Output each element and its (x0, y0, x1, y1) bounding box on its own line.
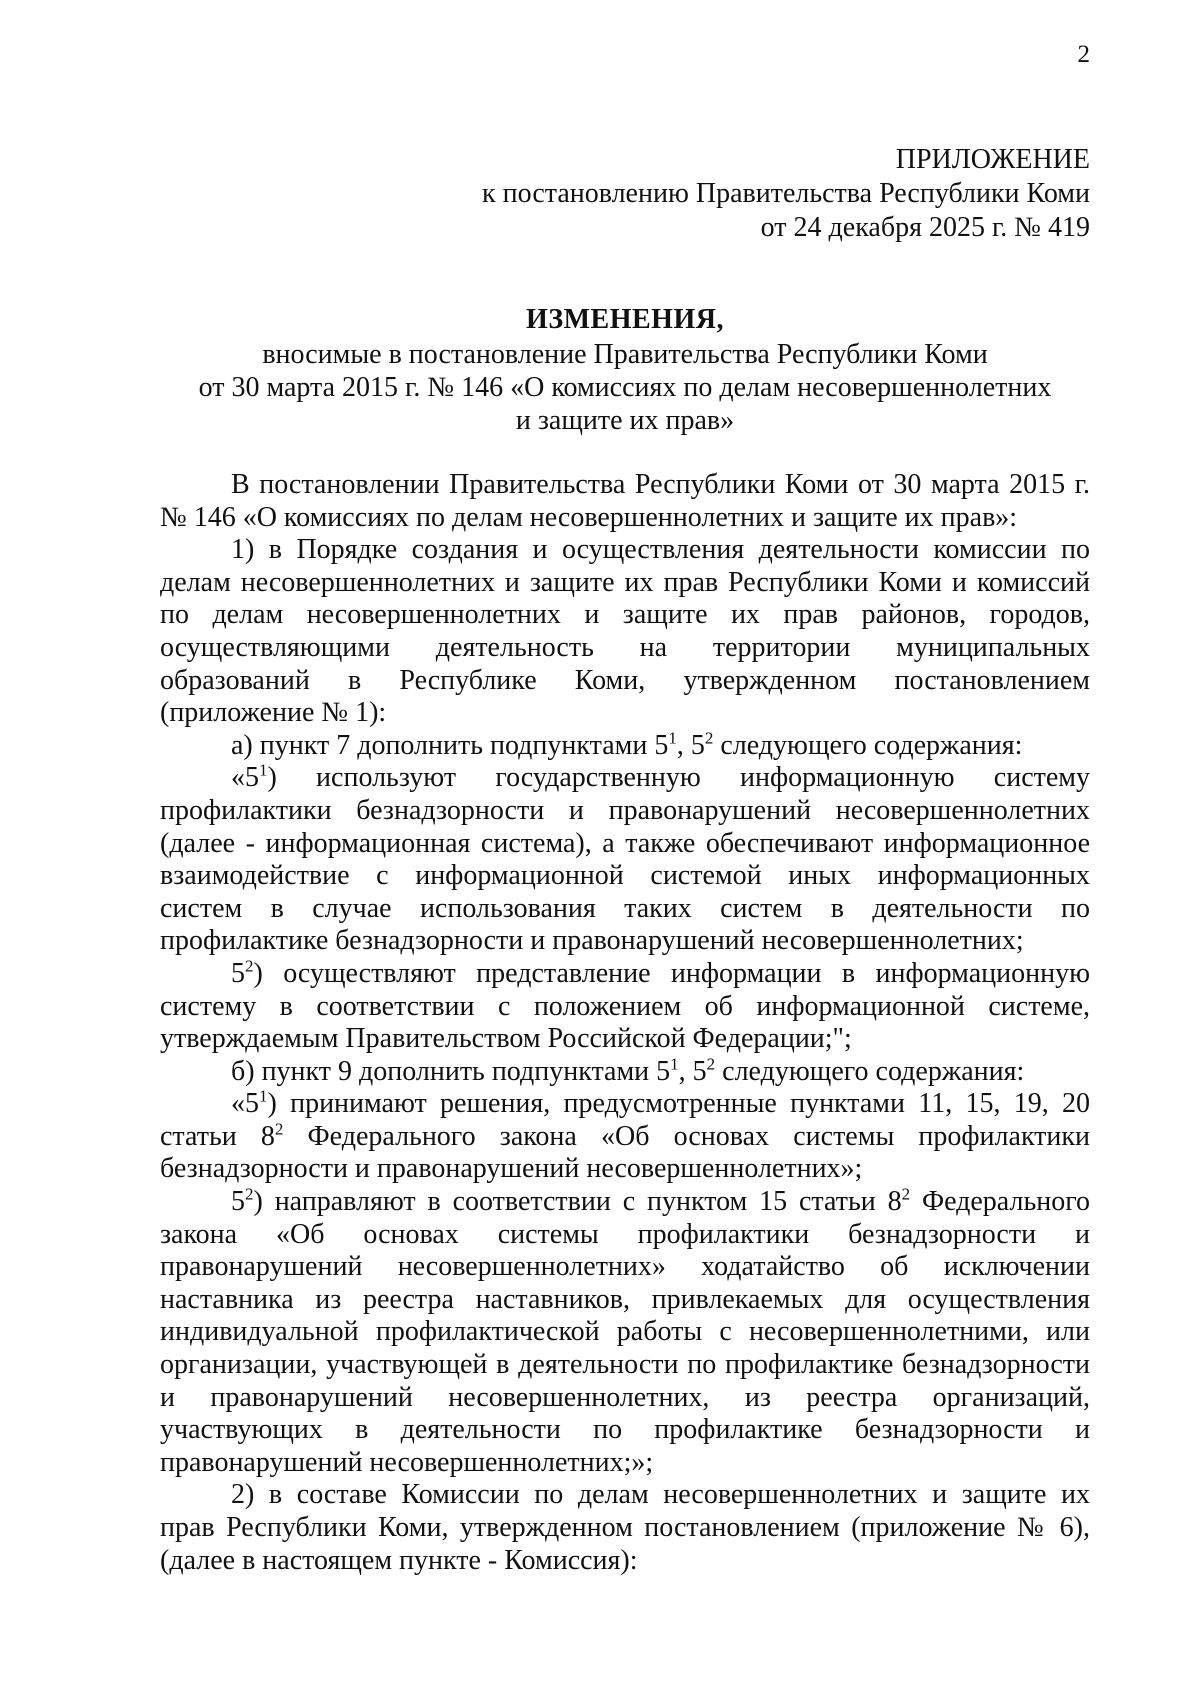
subitem-b-paragraph (160, 1056, 1090, 1089)
text-line: индивидуальной профилактической работы с несовершеннолетними, или (160, 1316, 1090, 1348)
text-line: правонарушений несовершеннолетних;»; (160, 1446, 654, 1478)
text-line: безнадзорности и правонарушений несовершеннолетних»; (160, 1153, 863, 1185)
item-1-paragraph (160, 534, 1090, 730)
text-fragment: следующего содержания: (715, 1055, 1025, 1087)
text-line (160, 1088, 1090, 1121)
superscript: 1 (259, 1086, 268, 1106)
superscript: 2 (245, 1184, 254, 1204)
text-line: профилактике безнадзорности и правонарушений несовершеннолетних; (160, 925, 1024, 957)
text-fragment: а) пункт 7 дополнить подпунктами 5 (231, 729, 669, 761)
document-title-block (160, 303, 1090, 437)
text-fragment: , 5 (676, 729, 705, 761)
text-line: и правонарушений несовершеннолетних, из реестра организаций, (160, 1381, 1090, 1413)
appendix-header (482, 143, 1090, 245)
superscript: 2 (274, 1119, 284, 1139)
page-number: 2 (1077, 41, 1090, 68)
document-subtitle-line-2: от 30 марта 2015 г. № 146 «О комиссиях по делам несовершеннолетних (198, 372, 1052, 403)
document-body (160, 469, 1090, 1577)
text-line: (приложение № 1): (160, 697, 387, 729)
text-fragment: ) принимают решения, предусмотренные пунктами 11, 15, 19, 20 (267, 1088, 1090, 1120)
text-line: профилактики безнадзорности и правонарушений несовершеннолетних (160, 794, 1090, 826)
quote-5-2-paragraph (160, 958, 1090, 1056)
text-fragment: статьи 8 (160, 1120, 275, 1152)
subitem-a-paragraph (160, 730, 1090, 763)
text-fragment: «5 (231, 762, 259, 794)
text-fragment: Федерального закона «Об основах системы профилактики (283, 1120, 1090, 1152)
text-line (160, 1186, 1090, 1219)
text-line: участвующих в деятельности по профилактике безнадзорности и (160, 1414, 1090, 1446)
text-fragment: «5 (231, 1088, 259, 1120)
text-fragment: следующего содержания: (713, 729, 1023, 761)
text-line (160, 730, 1090, 763)
text-line: образований в Республике Коми, утвержденном постановлением (160, 664, 1090, 696)
text-line: 2) в составе Комиссии по делам несовершеннолетних и защите их (231, 1479, 1090, 1511)
text-line: осуществляющими деятельность на территории муниципальных (160, 631, 1090, 663)
text-line (160, 1056, 1090, 1089)
text-line: В постановлении Правительства Республики Коми от 30 марта 2015 г. (231, 469, 1090, 500)
text-line: наставника из реестра наставников, привлекаемых для осуществления (160, 1283, 1090, 1315)
text-line: № 146 «О комиссиях по делам несовершеннолетних и защите их прав»: (160, 501, 1018, 533)
superscript: 1 (259, 760, 268, 780)
text-fragment: ) используют государственную информационную систему (267, 762, 1090, 794)
superscript: 2 (901, 1184, 911, 1204)
text-line: (далее в настоящем пункте - Комиссия): (160, 1544, 638, 1576)
text-line: прав Республики Коми, утвержденном постановлением (приложение № 6), (160, 1512, 1090, 1543)
text-line: по делам несовершеннолетних и защите их прав районов, городов, (160, 599, 1090, 631)
text-line: систем в случае использования таких систем в деятельности по (160, 892, 1090, 924)
item-2-paragraph (160, 1479, 1090, 1577)
text-fragment: , 5 (678, 1055, 707, 1087)
text-line: делам несовершеннолетних и защите их прав Республики Коми и комиссий (160, 566, 1090, 598)
text-line: утверждаемым Правительством Российской Федерации;"; (160, 1023, 852, 1055)
text-line: закона «Об основах системы профилактики безнадзорности и (160, 1218, 1090, 1250)
text-fragment: 5 (231, 1186, 245, 1218)
superscript: 2 (704, 728, 714, 748)
quote-b-5-1-paragraph (160, 1088, 1090, 1186)
text-line: систему в соответствии с положением об информационной системе, (160, 990, 1090, 1022)
quote-b-5-2-paragraph (160, 1186, 1090, 1479)
document-title: ИЗМЕНЕНИЯ, (526, 304, 724, 335)
superscript: 2 (245, 956, 254, 976)
appendix-decree-date: от 24 декабря 2025 г. № 419 (760, 212, 1090, 243)
text-fragment: 5 (231, 957, 245, 989)
text-line: 1) в Порядке создания и осуществления деятельности комиссии по (231, 534, 1090, 566)
text-fragment: ) осуществляют представление информации в информационную (253, 957, 1090, 989)
appendix-label: ПРИЛОЖЕНИЕ (895, 144, 1090, 175)
appendix-decree-ref: к постановлению Правительства Республики Коми (482, 178, 1090, 209)
document-subtitle-line-1: вносимые в постановление Правительства Республики Коми (262, 339, 988, 370)
text-fragment: б) пункт 9 дополнить подпунктами 5 (231, 1055, 671, 1087)
superscript: 1 (668, 728, 677, 748)
text-line: правонарушений несовершеннолетних» ходатайство об исключении (160, 1251, 1090, 1283)
text-line: взаимодействие с информационной системой иных информационных (160, 860, 1090, 892)
text-line: (далее - информационная система), а также обеспечивают информационное (160, 827, 1090, 859)
intro-paragraph (160, 469, 1090, 534)
quote-5-1-paragraph (160, 762, 1090, 958)
superscript: 2 (706, 1054, 716, 1074)
text-line (160, 958, 1090, 991)
text-line (160, 1121, 1090, 1154)
superscript: 1 (670, 1054, 679, 1074)
document-subtitle-line-3: и защите их прав» (515, 405, 735, 436)
text-line (160, 762, 1090, 795)
text-line: организации, участвующей в деятельности по профилактике безнадзорности (160, 1349, 1090, 1381)
text-fragment: Федерального (910, 1186, 1090, 1218)
text-fragment: ) направляют в соответствии с пунктом 15 статьи 8 (253, 1186, 902, 1218)
